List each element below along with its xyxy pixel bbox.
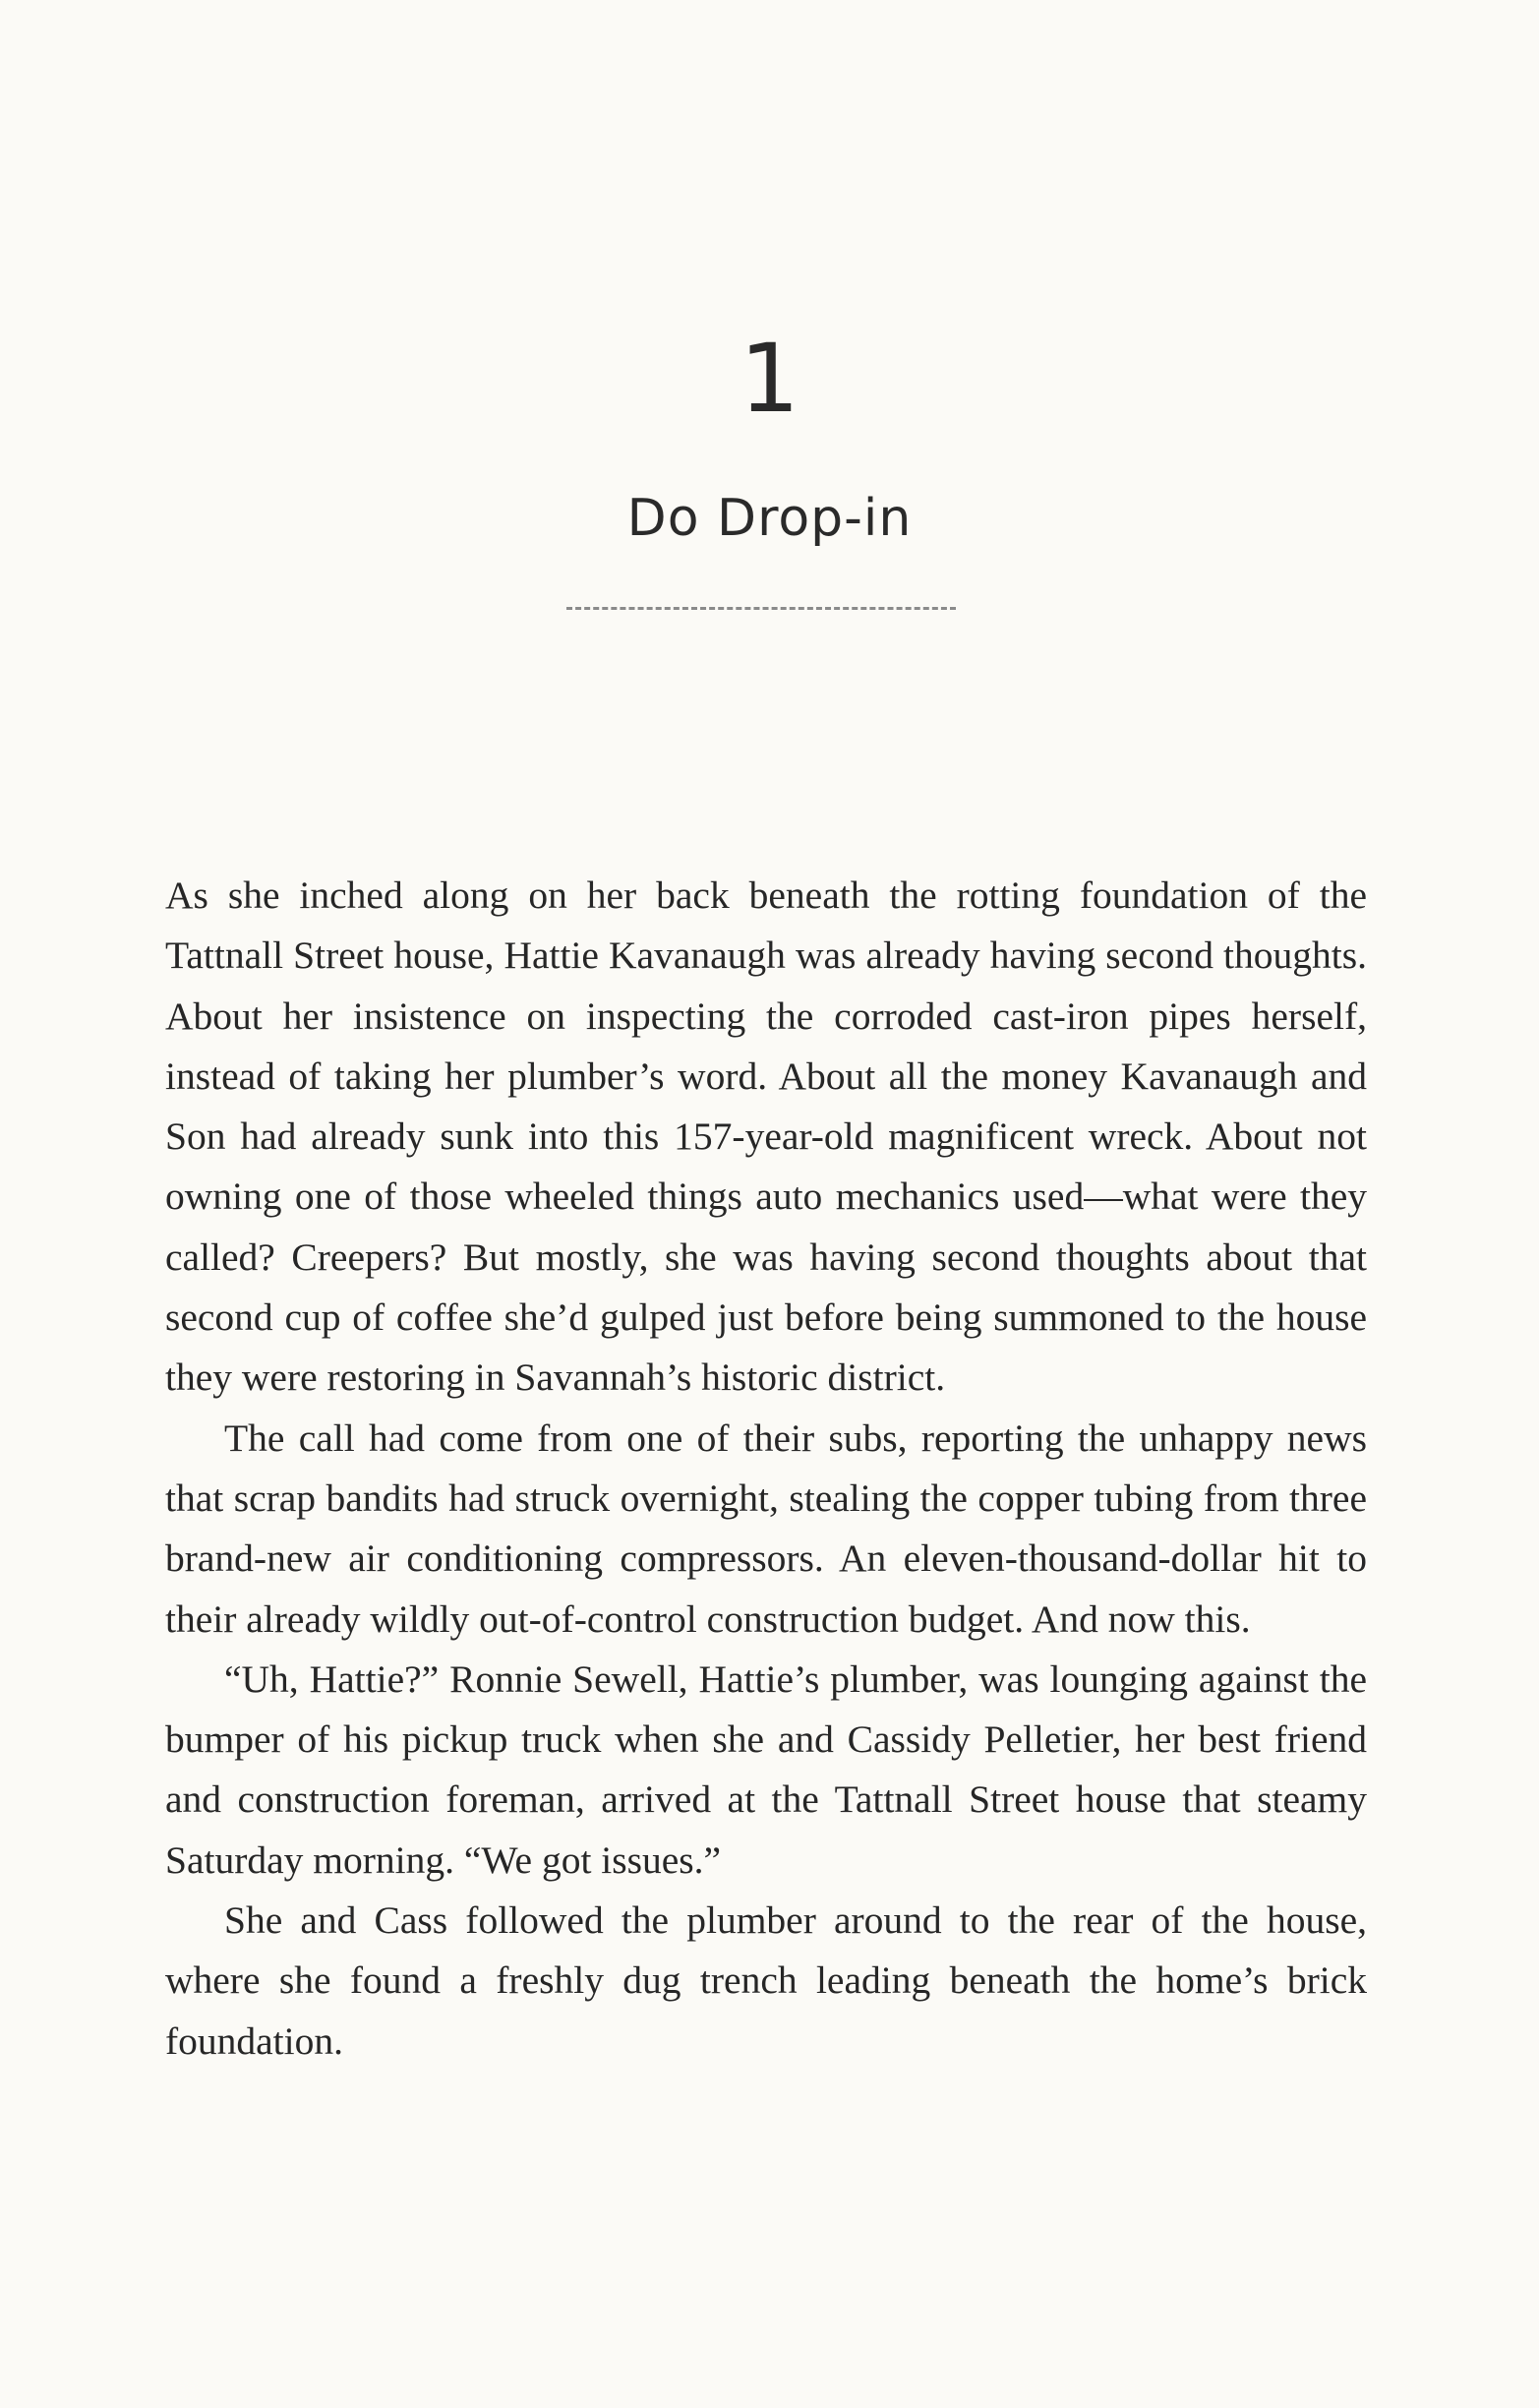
chapter-title: Do Drop-in	[626, 489, 913, 548]
body-paragraph: She and Cass followed the plumber around to the rear of the house, where she found a freshly dug trench leading beneath the home’s brick foundation.	[165, 1898, 1367, 2063]
chapter-divider	[566, 607, 956, 610]
body-paragraph: As she inched along on her back beneath the rotting foundation of the Tattnall Street house, Hattie Kavanaugh was already having second thoughts. About her insistence on inspecting the corroded cast-iron pipes herself, instead of taking her plumber’s word. About all the money Kavanaugh and Son had already sunk into this 157-year-old magnificent wreck. About not owning one of those wheeled things auto mechanics used—what were they called? Creepers? But mostly, she was having second thoughts about that second cup of coffee she’d gulped just before being summoned to the house they were restoring in Savannah’s historic district.	[165, 873, 1367, 1400]
chapter-number: 1	[739, 324, 800, 434]
chapter-body	[165, 866, 1367, 2072]
body-paragraph: The call had come from one of their subs, reporting the unhappy news that scrap bandits had struck overnight, stealing the copper tubing from three brand-new air conditioning compressors. An eleven-thousand-dollar hit to their already wildly out-of-control construction budget. And now this.	[165, 1415, 1367, 1641]
body-paragraph: “Uh, Hattie?” Ronnie Sewell, Hattie’s plumber, was lounging against the bumper of his pickup truck when she and Cassidy Pelletier, her best friend and construction foreman, arrived at the Tattnall Street house that steamy Saturday morning. “We got issues.”	[165, 1656, 1367, 1882]
